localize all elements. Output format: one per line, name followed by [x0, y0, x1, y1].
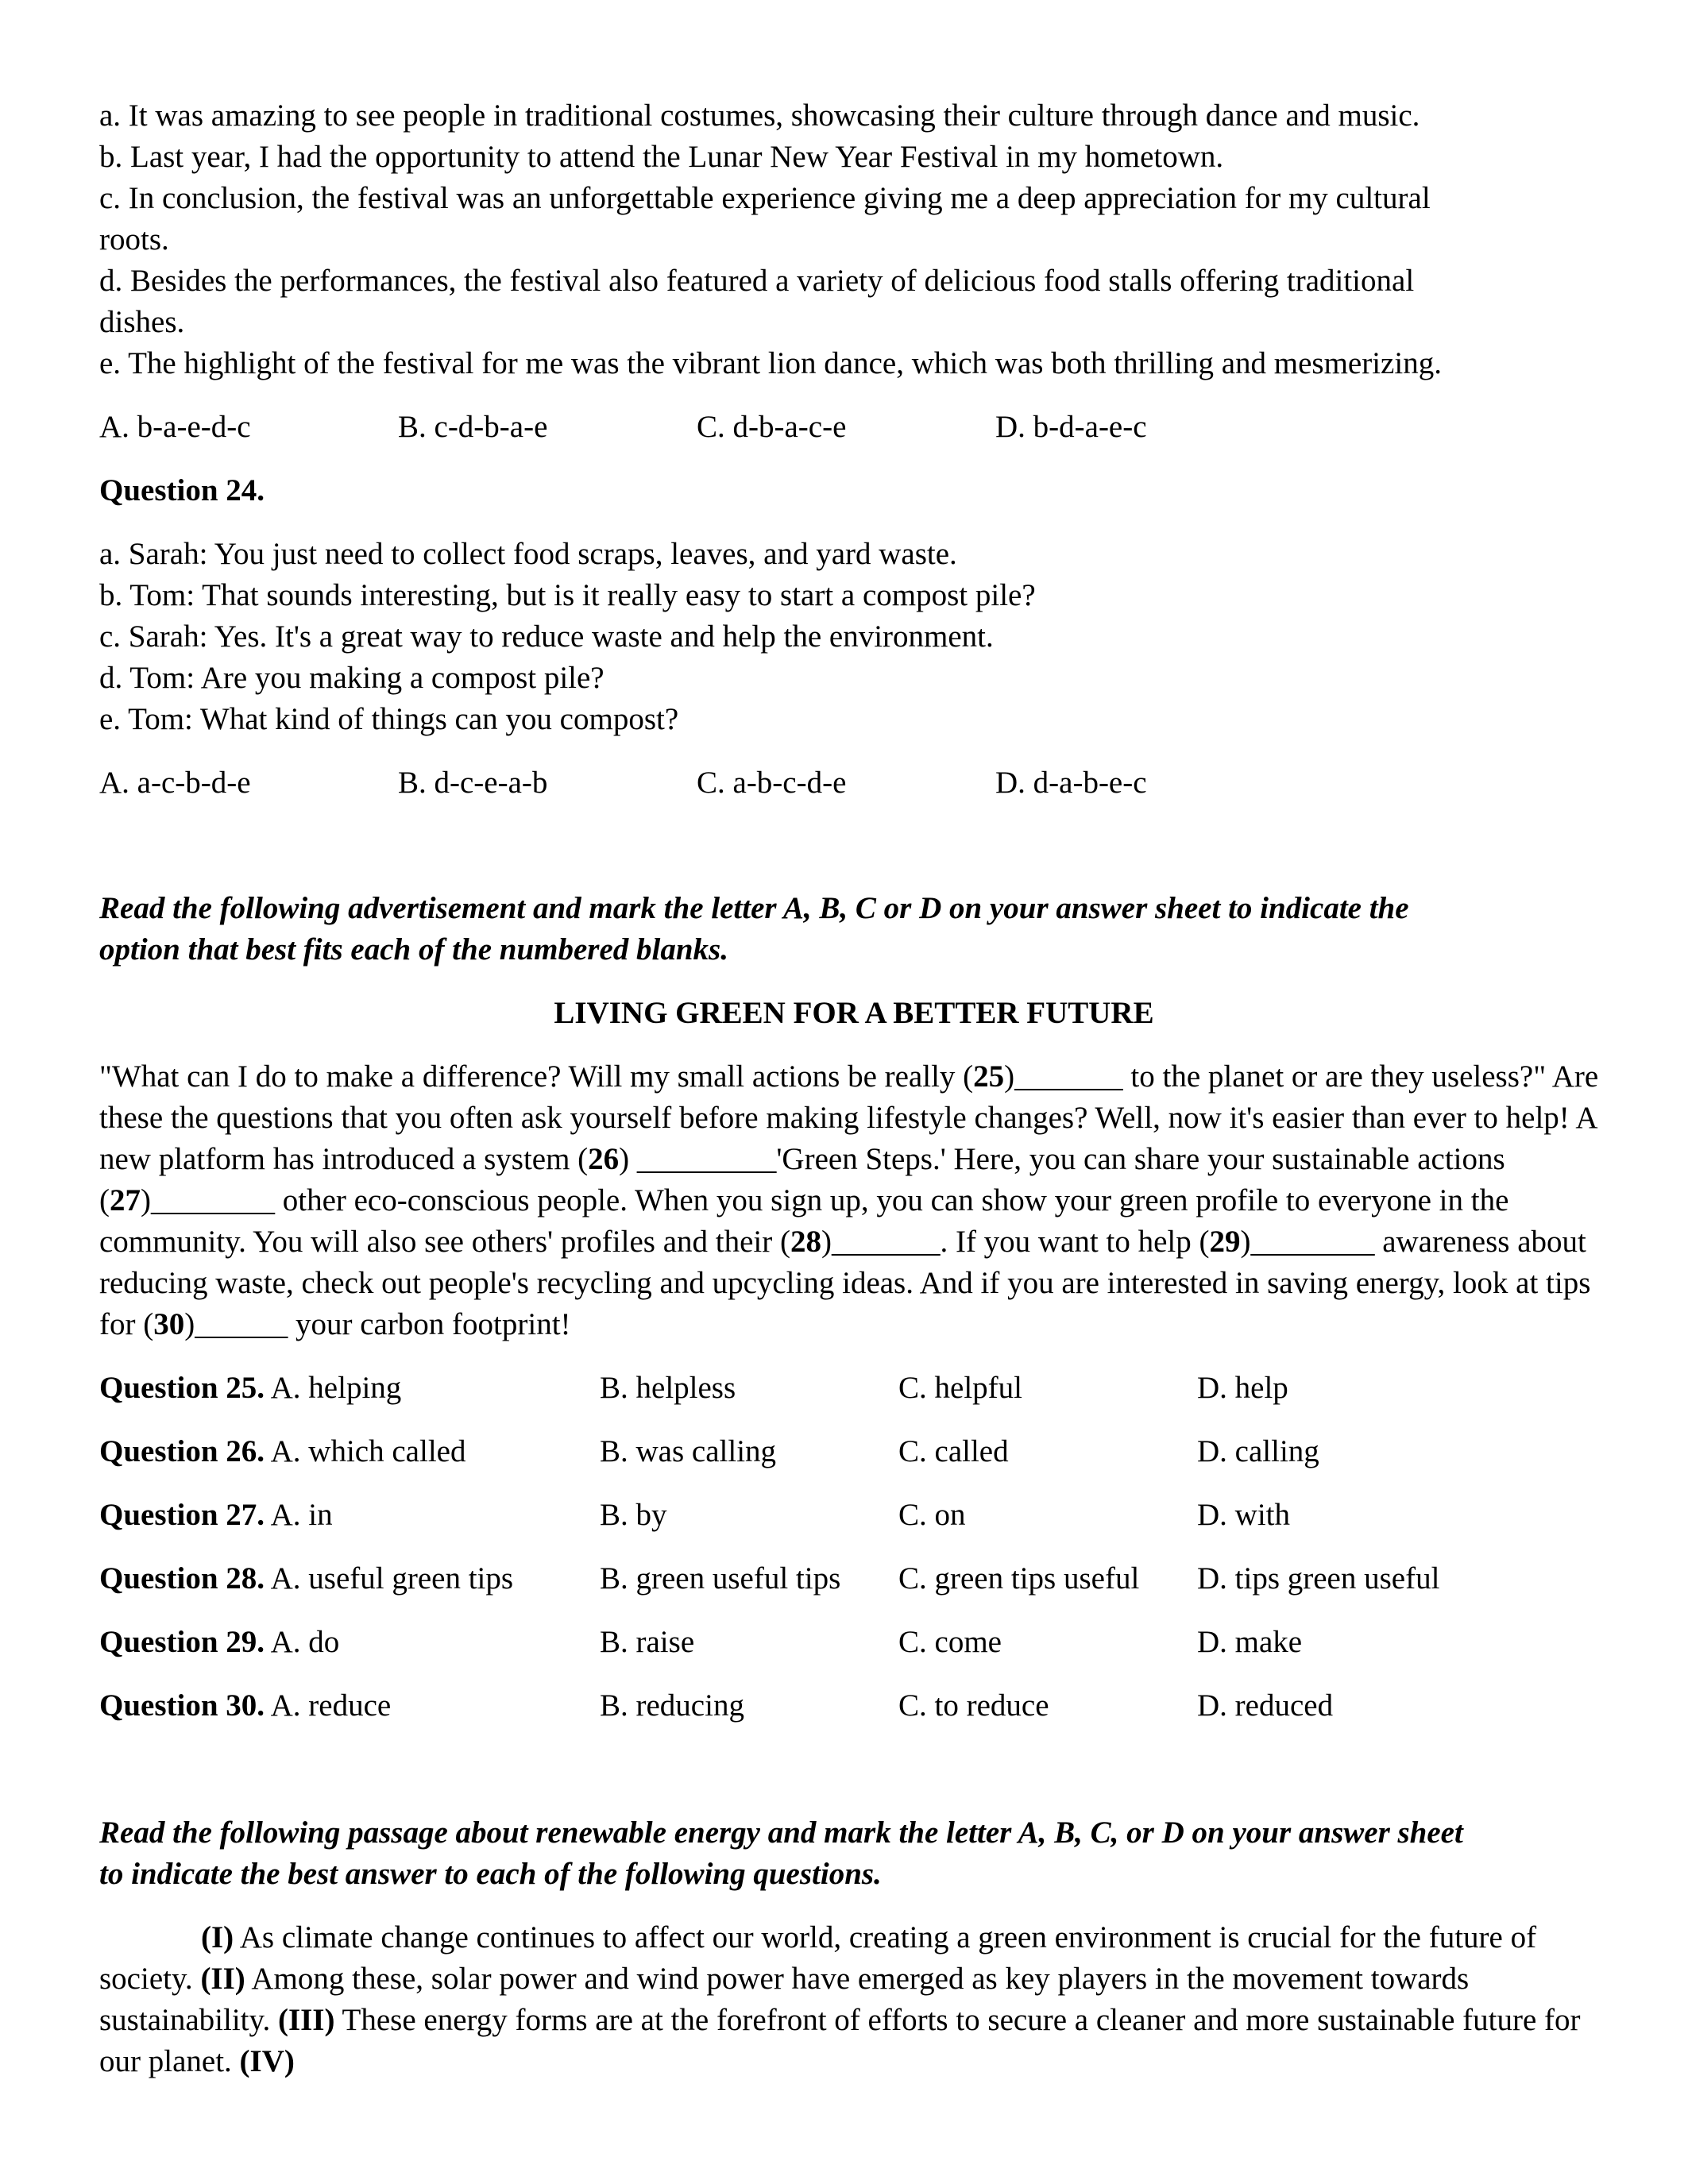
ad-instruction-line: option that best fits each of the numbered blanks.: [99, 932, 728, 967]
passage-text: )_______ to the planet or are they useless?" Are these the questions that you often ask yourself before making lifestyle changes? Well, now it's easier than ever to help! A new platform has introduced a system (: [99, 1059, 1599, 1176]
bold-marker: 30: [153, 1307, 185, 1341]
option-b[interactable]: B. helpless: [600, 1371, 736, 1405]
spacer: [99, 1895, 1609, 1917]
spacer: [99, 448, 1609, 470]
passage-text: Among these, solar power and wind power have emerged as key players in the movement towards sustainability.: [99, 1962, 1470, 2037]
q24-item: b. Tom: That sounds interesting, but is it really easy to start a compost pile?: [99, 578, 1036, 612]
ad-passage: [99, 1056, 1609, 1345]
spacer: [99, 804, 1609, 888]
option-c[interactable]: C. on: [898, 1498, 966, 1532]
option-c[interactable]: C. come: [898, 1625, 1002, 1659]
option-a[interactable]: A. reduce: [270, 1688, 392, 1723]
question-row: [99, 1685, 1609, 1749]
spacer: [99, 740, 1609, 762]
passage-text: )________ awareness about reducing waste, check out people's recycling and upcycling ideas. And if you are interested in saving energy, look at tips for (: [99, 1225, 1591, 1341]
passage-instruction-line: Read the following passage about renewable energy and mark the letter A, B, C, or D on your answer sheet: [99, 1815, 1463, 1850]
question-row: [99, 1368, 1609, 1431]
question-label-and-option-a[interactable]: [99, 1558, 600, 1599]
option-a[interactable]: A. do: [270, 1625, 340, 1659]
q24-dialogue: [99, 534, 1609, 740]
q24-options: [99, 762, 1609, 804]
question-row: [99, 1622, 1609, 1685]
q23-item: a. It was amazing to see people in traditional costumes, showcasing their culture through dance and music.: [99, 98, 1420, 133]
question-row: [99, 1495, 1609, 1558]
passage-text: )_______. If you want to help (: [821, 1225, 1210, 1259]
option-a[interactable]: A. in: [270, 1498, 333, 1532]
option-b[interactable]: B. by: [600, 1498, 667, 1532]
passage-text: These energy forms are at the forefront of efforts to secure a cleaner and more sustainable future for our planet.: [99, 2003, 1581, 2078]
option-d[interactable]: D. tips green useful: [1197, 1561, 1440, 1596]
passage-text: As climate change continues to affect our world, creating a green environment is crucial for the future of society.: [99, 1920, 1537, 1996]
q23-item: dishes.: [99, 305, 185, 339]
bold-marker: (III): [277, 2003, 335, 2037]
ad-title: LIVING GREEN FOR A BETTER FUTURE: [554, 996, 1154, 1030]
option-b[interactable]: B. green useful tips: [600, 1561, 841, 1596]
q23-item: b. Last year, I had the opportunity to attend the Lunar New Year Festival in my hometown.: [99, 140, 1224, 174]
ad-instruction: [99, 888, 1609, 970]
spacer: [99, 1345, 1609, 1368]
bold-marker: (II): [200, 1962, 245, 1996]
q23-option-a[interactable]: A. b-a-e-d-c: [99, 410, 251, 444]
passage-text: )________ other eco-conscious people. When you sign up, you can show your green profile to everyone in the community. You will also see others' profiles and their (: [99, 1183, 1509, 1259]
q24-option-c[interactable]: C. a-b-c-d-e: [697, 766, 847, 800]
passage-instruction-line: to indicate the best answer to each of the following questions.: [99, 1857, 882, 1891]
ad-instruction-line: Read the following advertisement and mark the letter A, B, C or D on your answer sheet to indicate the: [99, 891, 1409, 925]
bold-marker: 28: [790, 1225, 821, 1259]
passage-text: ) _________'Green Steps.' Here, you can share your sustainable actions (: [99, 1142, 1505, 1217]
option-c[interactable]: C. to reduce: [898, 1688, 1049, 1723]
passage-text: )______ your carbon footprint!: [184, 1307, 571, 1341]
q24-item: e. Tom: What kind of things can you compost?: [99, 702, 679, 736]
option-a[interactable]: A. useful green tips: [270, 1561, 514, 1596]
bold-marker: (IV): [239, 2044, 295, 2078]
option-d[interactable]: D. help: [1197, 1371, 1288, 1405]
question-label: Question 28.: [99, 1561, 265, 1596]
question-label-and-option-a[interactable]: [99, 1495, 600, 1536]
q23-sentences: [99, 95, 1609, 384]
bold-marker: 25: [973, 1059, 1005, 1094]
option-a[interactable]: A. helping: [270, 1371, 402, 1405]
option-d[interactable]: D. reduced: [1197, 1688, 1334, 1723]
q23-option-d[interactable]: D. b-d-a-e-c: [995, 410, 1147, 444]
question-label: Question 27.: [99, 1498, 265, 1532]
question-label: Question 26.: [99, 1434, 265, 1468]
question-label-and-option-a[interactable]: [99, 1368, 600, 1409]
question-label-and-option-a[interactable]: [99, 1622, 600, 1663]
q24-item: d. Tom: Are you making a compost pile?: [99, 661, 605, 695]
q23-item: c. In conclusion, the festival was an unforgettable experience giving me a deep appreciation for my cultural: [99, 181, 1431, 215]
q24-option-a[interactable]: A. a-c-b-d-e: [99, 766, 251, 800]
question-row: [99, 1558, 1609, 1622]
spacer: [99, 1749, 1609, 1812]
option-b[interactable]: B. raise: [600, 1625, 695, 1659]
bold-marker: 29: [1209, 1225, 1241, 1259]
option-a[interactable]: A. which called: [270, 1434, 466, 1468]
q24-option-b[interactable]: B. d-c-e-a-b: [398, 766, 548, 800]
reading-passage: [99, 1917, 1609, 2082]
option-d[interactable]: D. with: [1197, 1498, 1290, 1532]
q23-options: [99, 407, 1609, 448]
option-b[interactable]: B. reducing: [600, 1688, 744, 1723]
question-grid: [99, 1368, 1609, 1749]
question-label: Question 25.: [99, 1371, 265, 1405]
q23-item: d. Besides the performances, the festival also featured a variety of delicious food stalls offering traditional: [99, 264, 1415, 298]
q23-option-b[interactable]: B. c-d-b-a-e: [398, 410, 548, 444]
spacer: [99, 384, 1609, 407]
spacer: [99, 970, 1609, 993]
option-b[interactable]: B. was calling: [600, 1434, 777, 1468]
question-label: Question 30.: [99, 1688, 265, 1723]
option-c[interactable]: C. called: [898, 1434, 1009, 1468]
q23-option-c[interactable]: C. d-b-a-c-e: [697, 410, 847, 444]
option-c[interactable]: C. helpful: [898, 1371, 1022, 1405]
q24-option-d[interactable]: D. d-a-b-e-c: [995, 766, 1147, 800]
option-d[interactable]: D. make: [1197, 1625, 1303, 1659]
q23-item: roots.: [99, 222, 169, 257]
spacer: [99, 511, 1609, 534]
option-d[interactable]: D. calling: [1197, 1434, 1319, 1468]
bold-marker: (I): [201, 1920, 234, 1954]
spacer: [99, 1034, 1609, 1056]
q24-title: Question 24.: [99, 473, 265, 507]
q24-item: a. Sarah: You just need to collect food scraps, leaves, and yard waste.: [99, 537, 957, 571]
passage-instruction: [99, 1812, 1609, 1895]
question-label-and-option-a[interactable]: [99, 1431, 600, 1472]
q24-item: c. Sarah: Yes. It's a great way to reduce waste and help the environment.: [99, 619, 994, 654]
passage-text: "What can I do to make a difference? Will my small actions be really (: [99, 1059, 974, 1094]
question-row: [99, 1431, 1609, 1495]
question-label-and-option-a[interactable]: [99, 1685, 600, 1727]
q23-item: e. The highlight of the festival for me was the vibrant lion dance, which was both thrilling and mesmerizing.: [99, 346, 1442, 380]
document-page: [99, 95, 1609, 2082]
bold-marker: 27: [110, 1183, 141, 1217]
question-label: Question 29.: [99, 1625, 265, 1659]
bold-marker: 26: [588, 1142, 620, 1176]
option-c[interactable]: C. green tips useful: [898, 1561, 1140, 1596]
